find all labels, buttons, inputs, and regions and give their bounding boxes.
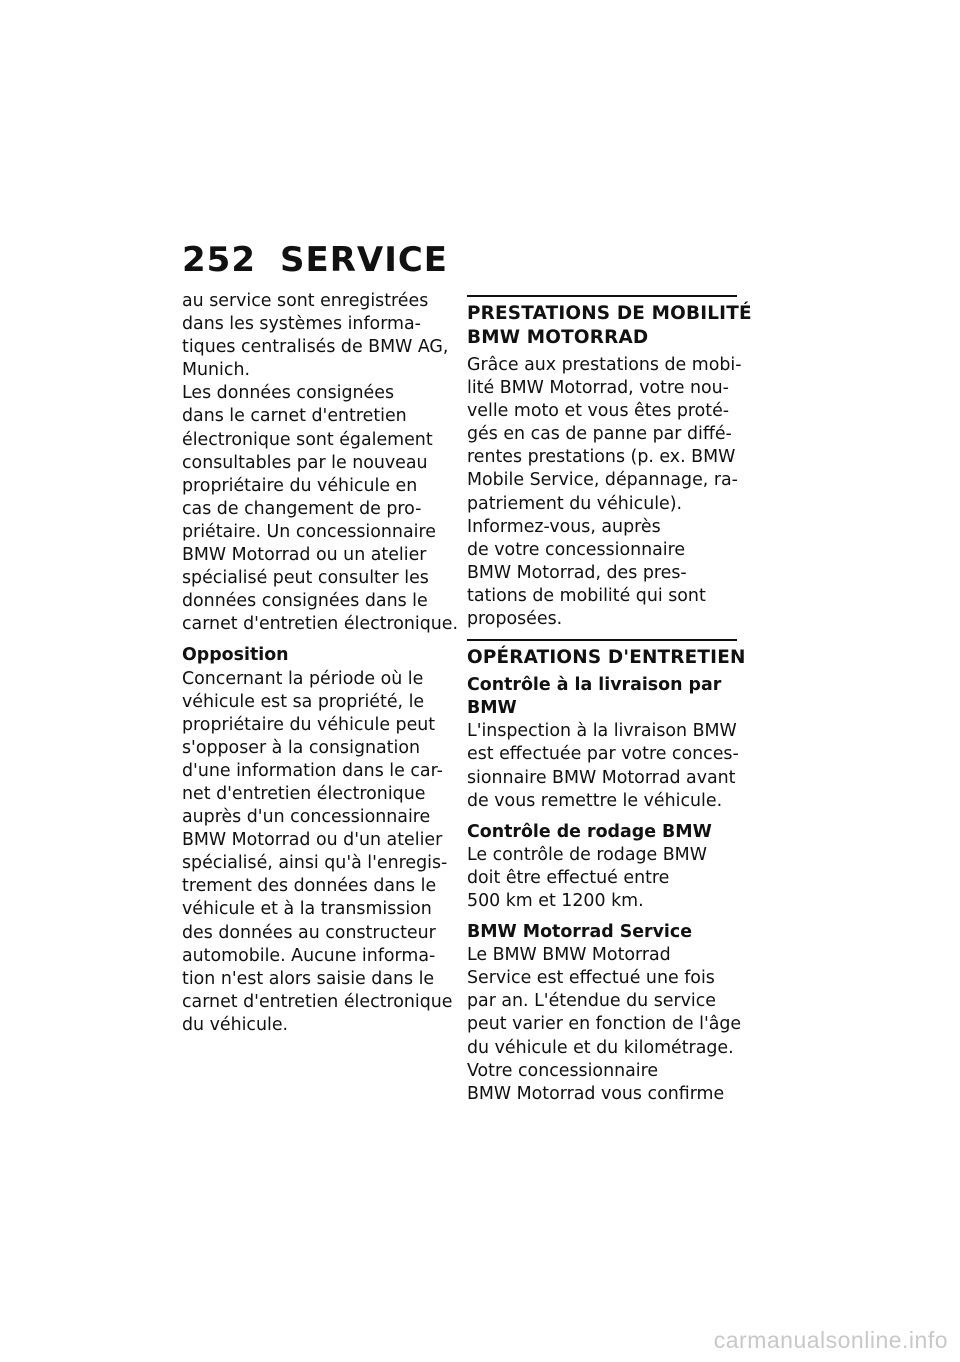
text-line: auprès d'un concessionnaire bbox=[182, 807, 431, 828]
page-title: SERVICE bbox=[280, 240, 449, 280]
text-line: rentes prestations (p. ex. BMW bbox=[467, 447, 736, 468]
text-line: trement des données dans le bbox=[182, 876, 437, 897]
text-line: gés en cas de panne par diffé- bbox=[467, 424, 732, 445]
text-line: BMW Motorrad ou d'un atelier bbox=[182, 830, 443, 851]
text-line: Les données consignées bbox=[182, 383, 395, 404]
text-line: véhicule et à la transmission bbox=[182, 899, 432, 920]
text-line: tiques centralisés de BMW AG, bbox=[182, 337, 449, 358]
motorrad-service-heading: BMW Motorrad Service bbox=[467, 922, 692, 943]
text-line: BMW Motorrad, des pres- bbox=[467, 562, 687, 583]
maintenance-section-heading bbox=[467, 639, 746, 670]
text-line: des données au constructeur bbox=[182, 922, 436, 943]
page-header bbox=[182, 238, 448, 282]
text-line: du véhicule. bbox=[182, 1014, 289, 1035]
text-line: dans les systèmes informa- bbox=[182, 314, 421, 335]
text-line: priétaire. Un concessionnaire bbox=[182, 521, 436, 542]
watermark: carmanualsonline.info bbox=[713, 1327, 948, 1353]
text-line: d'une information dans le car- bbox=[182, 760, 443, 781]
text-line: Service est effectué une fois bbox=[467, 968, 715, 989]
text-line: Concernant la période où le bbox=[182, 668, 424, 689]
left-column bbox=[182, 290, 459, 1037]
delivery-check-paragraph bbox=[467, 720, 737, 812]
section-title: BMW MOTORRAD bbox=[467, 327, 649, 348]
text-line: Grâce aux prestations de mobi- bbox=[467, 355, 742, 375]
text-line: Votre concessionnaire bbox=[467, 1060, 659, 1081]
opposition-paragraph bbox=[182, 668, 453, 1038]
text-line: données consignées dans le bbox=[182, 591, 428, 612]
text-line: véhicule est sa propriété, le bbox=[182, 691, 425, 712]
opposition-heading: Opposition bbox=[182, 645, 289, 666]
text-line: L'inspection à la livraison BMW bbox=[467, 721, 737, 742]
delivery-check-heading: BMW bbox=[467, 698, 517, 719]
text-line: sionnaire BMW Motorrad avant bbox=[467, 767, 736, 788]
text-line: au service sont enregistrées bbox=[182, 291, 429, 311]
text-line: tations de mobilité qui sont bbox=[467, 585, 706, 606]
text-line: spécialisé peut consulter les bbox=[182, 568, 429, 589]
mobility-paragraph bbox=[467, 354, 742, 516]
break-in-check-paragraph bbox=[467, 844, 737, 913]
motorrad-service-paragraph bbox=[467, 944, 742, 1106]
text-line: carnet d'entretien électronique bbox=[182, 991, 453, 1012]
right-column bbox=[467, 290, 752, 1106]
text-line: peut varier en fonction de l'âge bbox=[467, 1014, 742, 1035]
text-line: doit être effectué entre bbox=[467, 867, 670, 888]
text-line: s'opposer à la consignation bbox=[182, 737, 420, 758]
text-line: propriétaire du véhicule peut bbox=[182, 714, 436, 735]
section-title: OPÉRATIONS D'ENTRETIEN bbox=[467, 647, 746, 669]
text-line: Mobile Service, dépannage, ra- bbox=[467, 470, 738, 491]
text-line: Informez-vous, auprès bbox=[467, 516, 661, 537]
text-line: net d'entretien électronique bbox=[182, 783, 426, 804]
text-line: patriement du véhicule). bbox=[467, 493, 683, 514]
text-line: velle moto et vous êtes proté- bbox=[467, 401, 730, 422]
text-line: tion n'est alors saisie dans le bbox=[182, 968, 435, 989]
text-line: BMW Motorrad vous confirme bbox=[467, 1083, 725, 1104]
text-line: BMW Motorrad ou un atelier bbox=[182, 545, 427, 566]
text-line: de vous remettre le véhicule. bbox=[467, 790, 723, 811]
text-line: cas de changement de pro- bbox=[182, 498, 422, 519]
text-line: carnet d'entretien électronique. bbox=[182, 614, 459, 635]
text-line: de votre concessionnaire bbox=[467, 539, 686, 560]
mobility-info-paragraph bbox=[467, 516, 737, 631]
text-line: 500 km et 1200 km. bbox=[467, 890, 644, 911]
text-line: dans le carnet d'entretien bbox=[182, 406, 407, 427]
text-line: par an. L'étendue du service bbox=[467, 991, 716, 1012]
consultation-paragraph bbox=[182, 382, 459, 636]
text-line: Munich. bbox=[182, 360, 250, 381]
text-line: Le BMW BMW Motorrad bbox=[467, 945, 671, 966]
text-line: proposées. bbox=[467, 609, 563, 630]
text-line: automobile. Aucune informa- bbox=[182, 945, 436, 966]
page-number: 252 bbox=[182, 240, 256, 280]
break-in-check-heading: Contrôle de rodage BMW bbox=[467, 821, 712, 842]
text-line: est effectuée par votre conces- bbox=[467, 744, 739, 765]
text-line: propriétaire du véhicule en bbox=[182, 475, 418, 496]
text-line: Le contrôle de rodage BMW bbox=[467, 844, 707, 865]
text-line: du véhicule et du kilométrage. bbox=[467, 1037, 734, 1058]
text-line: électronique sont également bbox=[182, 429, 433, 450]
section-title: PRESTATIONS DE MOBILITÉ bbox=[467, 303, 752, 324]
delivery-check-heading: Contrôle à la livraison par bbox=[467, 675, 722, 696]
text-line: spécialisé, ainsi qu'à l'enregis- bbox=[182, 853, 448, 874]
mobility-section-heading bbox=[467, 295, 752, 350]
text-line: lité BMW Motorrad, votre nou- bbox=[467, 378, 729, 399]
data-storage-paragraph bbox=[182, 290, 449, 382]
text-line: consultables par le nouveau bbox=[182, 452, 428, 473]
